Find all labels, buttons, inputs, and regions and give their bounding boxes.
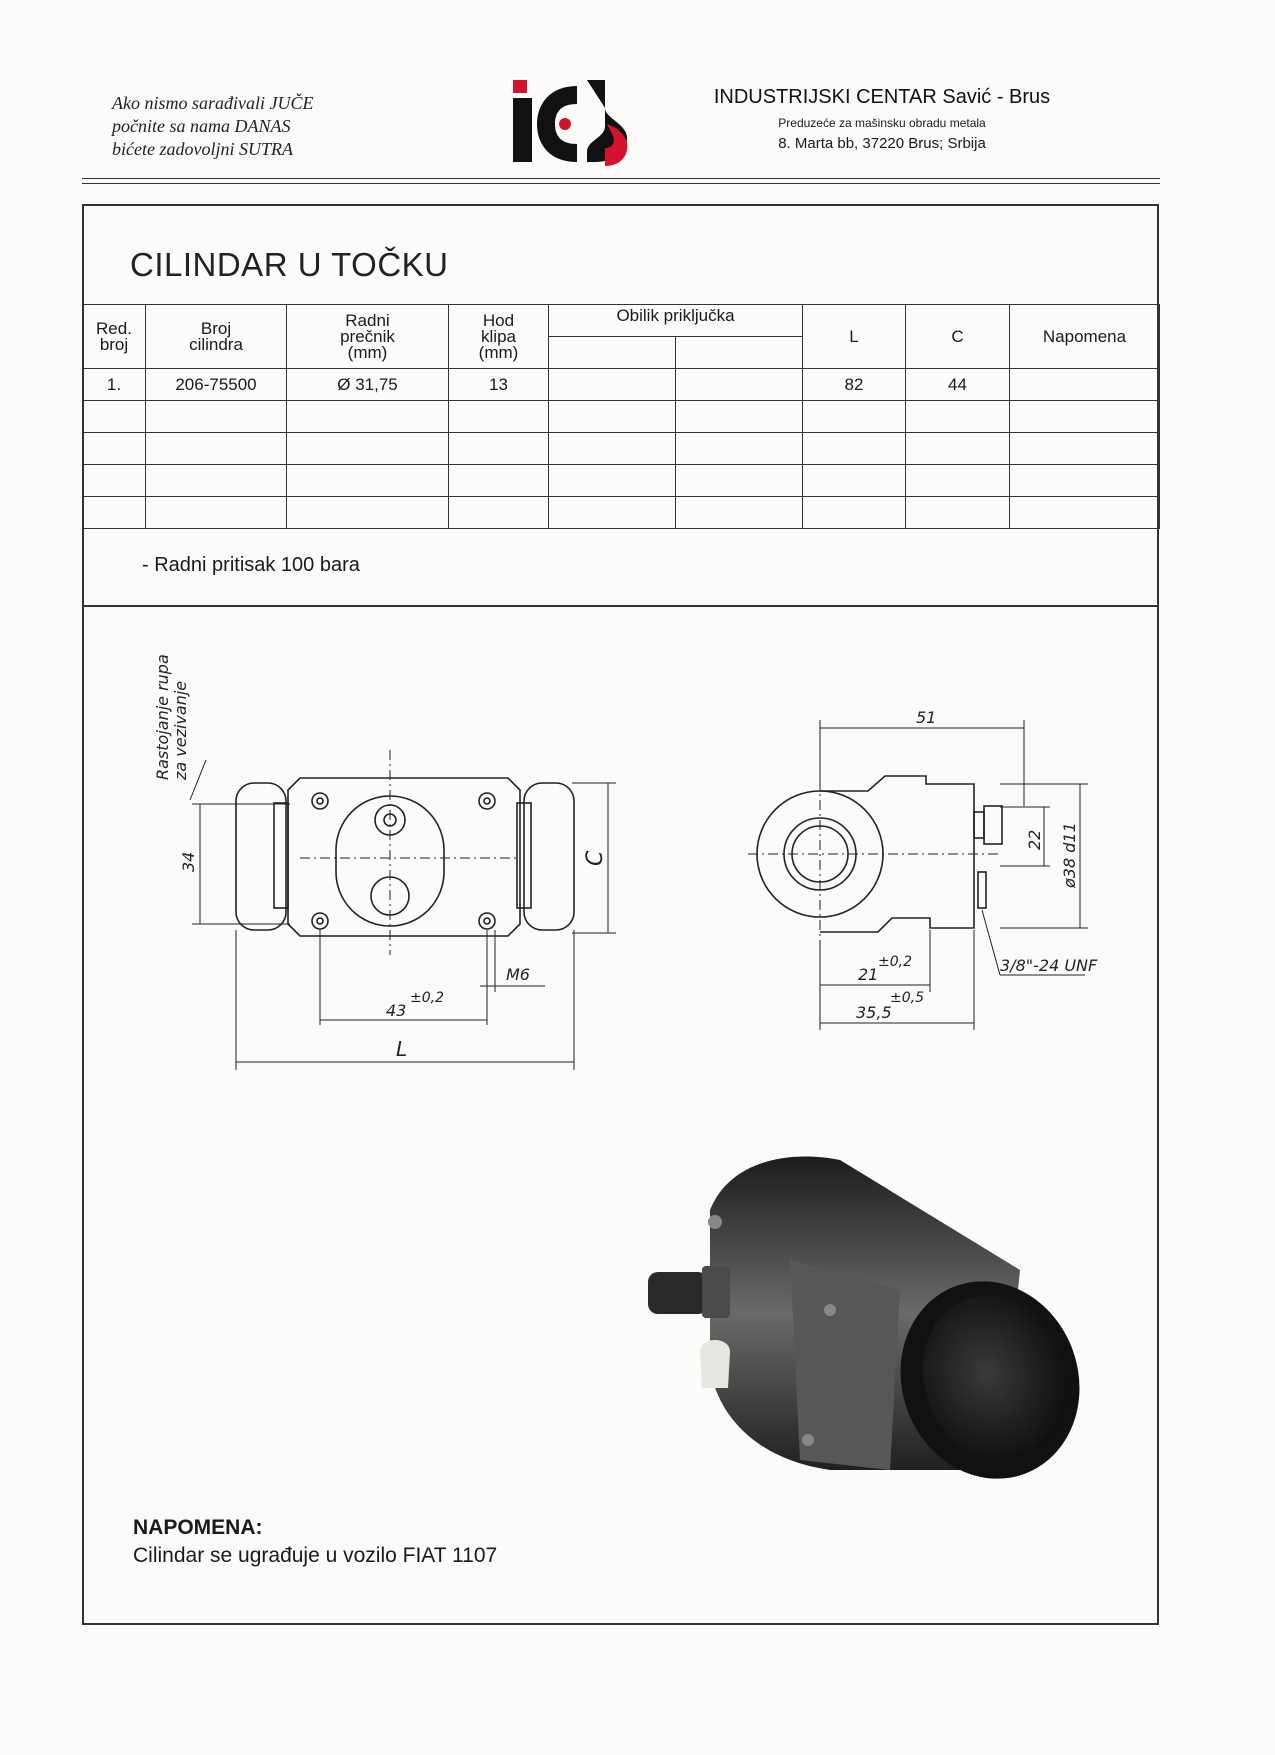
napomena-title: NAPOMENA: xyxy=(133,1516,263,1539)
table-cell xyxy=(1010,497,1160,529)
napomena-text: Cilindar se ugrađuje u vozilo FIAT 1107 xyxy=(133,1544,498,1567)
table-cell xyxy=(803,401,906,433)
company-subtitle: Preduzeće za mašinsku obradu metala xyxy=(778,116,986,130)
motto-line: Ako nismo sarađivali JUČE xyxy=(112,93,314,113)
table-cell xyxy=(287,497,449,529)
label-35-tol: ±0,5 xyxy=(890,990,924,1006)
side-view xyxy=(748,720,1088,1030)
header-oblik-sub xyxy=(676,337,803,369)
table-cell xyxy=(449,465,549,497)
motto-line: bićete zadovoljni SUTRA xyxy=(112,139,293,159)
table-row xyxy=(83,369,1160,401)
label-43-tol: ±0,2 xyxy=(410,990,444,1006)
table-cell xyxy=(676,497,803,529)
table-cell xyxy=(676,433,803,465)
table-cell: 206-75500 xyxy=(146,369,287,401)
label-l-dim: L xyxy=(396,1037,408,1061)
header-napomena: Napomena xyxy=(1010,305,1160,369)
table-cell xyxy=(803,497,906,529)
page-title: CILINDAR U TOČKU xyxy=(130,246,449,283)
technical-drawing xyxy=(140,640,1120,1080)
label-22: 22 xyxy=(1025,829,1044,850)
pressure-note: - Radni pritisak 100 bara xyxy=(142,554,360,576)
header-broj-cilindra: Broj cilindra xyxy=(146,305,287,369)
table-cell xyxy=(906,433,1010,465)
label-rastojanje: Rastojanje rupaza vezivanje xyxy=(153,654,190,780)
section-divider xyxy=(82,605,1159,607)
header-red-broj: Red. broj xyxy=(83,305,146,369)
header-hod-klipa: Hod klipa (mm) xyxy=(449,305,549,369)
table-cell xyxy=(676,465,803,497)
header-oblik-sub xyxy=(549,337,676,369)
table-cell xyxy=(549,401,676,433)
motto-line: počnite sa nama DANAS xyxy=(112,116,291,136)
table-header-row xyxy=(83,305,1160,337)
table-cell xyxy=(146,497,287,529)
table-cell xyxy=(287,401,449,433)
header-c: C xyxy=(906,305,1010,369)
table-body xyxy=(83,369,1160,529)
table-cell xyxy=(83,497,146,529)
table-cell xyxy=(287,465,449,497)
table-cell xyxy=(549,433,676,465)
label-c-dim: C xyxy=(583,850,608,866)
table-cell xyxy=(803,433,906,465)
label-38d11: ø38 d11 xyxy=(1060,822,1079,888)
table-cell xyxy=(449,433,549,465)
label-21: 21 xyxy=(858,965,879,984)
label-34: 34 xyxy=(179,851,198,872)
header-divider xyxy=(82,178,1160,179)
table-cell xyxy=(906,497,1010,529)
company-logo xyxy=(505,78,645,168)
table-row xyxy=(83,401,1160,433)
table-cell xyxy=(549,465,676,497)
table-cell xyxy=(83,433,146,465)
table-cell xyxy=(676,401,803,433)
header-radni-precnik: Radni prečnik (mm) xyxy=(287,305,449,369)
table-cell xyxy=(549,497,676,529)
table-cell xyxy=(549,369,676,401)
table-cell xyxy=(449,401,549,433)
company-address: 8. Marta bb, 37220 Brus; Srbija xyxy=(778,135,986,152)
table-row xyxy=(83,433,1160,465)
table-cell: Ø 31,75 xyxy=(287,369,449,401)
table-cell xyxy=(1010,433,1160,465)
header-l: L xyxy=(803,305,906,369)
table-cell xyxy=(906,465,1010,497)
label-m6: M6 xyxy=(506,965,530,984)
spec-table xyxy=(82,304,1160,529)
table-row xyxy=(83,497,1160,529)
company-info xyxy=(712,86,1052,152)
table-cell xyxy=(287,433,449,465)
table-cell xyxy=(803,465,906,497)
table-cell xyxy=(906,401,1010,433)
table-cell: 82 xyxy=(803,369,906,401)
table-cell xyxy=(146,433,287,465)
label-unf: 3/8"-24 UNF xyxy=(1000,956,1098,975)
table-cell: 13 xyxy=(449,369,549,401)
company-motto xyxy=(112,92,313,161)
table-row xyxy=(83,465,1160,497)
front-view xyxy=(190,750,616,1070)
table-cell xyxy=(146,401,287,433)
table-cell xyxy=(83,401,146,433)
table-cell xyxy=(146,465,287,497)
label-35: 35,5 xyxy=(856,1003,892,1022)
table-cell xyxy=(449,497,549,529)
label-21-tol: ±0,2 xyxy=(878,954,912,970)
table-cell xyxy=(83,465,146,497)
table-cell xyxy=(676,369,803,401)
table-cell xyxy=(1010,401,1160,433)
header-oblik-prikljucka: Obilik priključka xyxy=(549,305,803,337)
product-photo xyxy=(640,1140,1100,1520)
table-cell: 1. xyxy=(83,369,146,401)
table-cell xyxy=(1010,465,1160,497)
label-43: 43 xyxy=(386,1001,407,1020)
company-name: INDUSTRIJSKI CENTAR Savić - Brus xyxy=(713,86,1051,108)
table-cell: 44 xyxy=(906,369,1010,401)
table-cell xyxy=(1010,369,1160,401)
label-51: 51 xyxy=(916,708,937,727)
header-divider xyxy=(82,183,1160,184)
